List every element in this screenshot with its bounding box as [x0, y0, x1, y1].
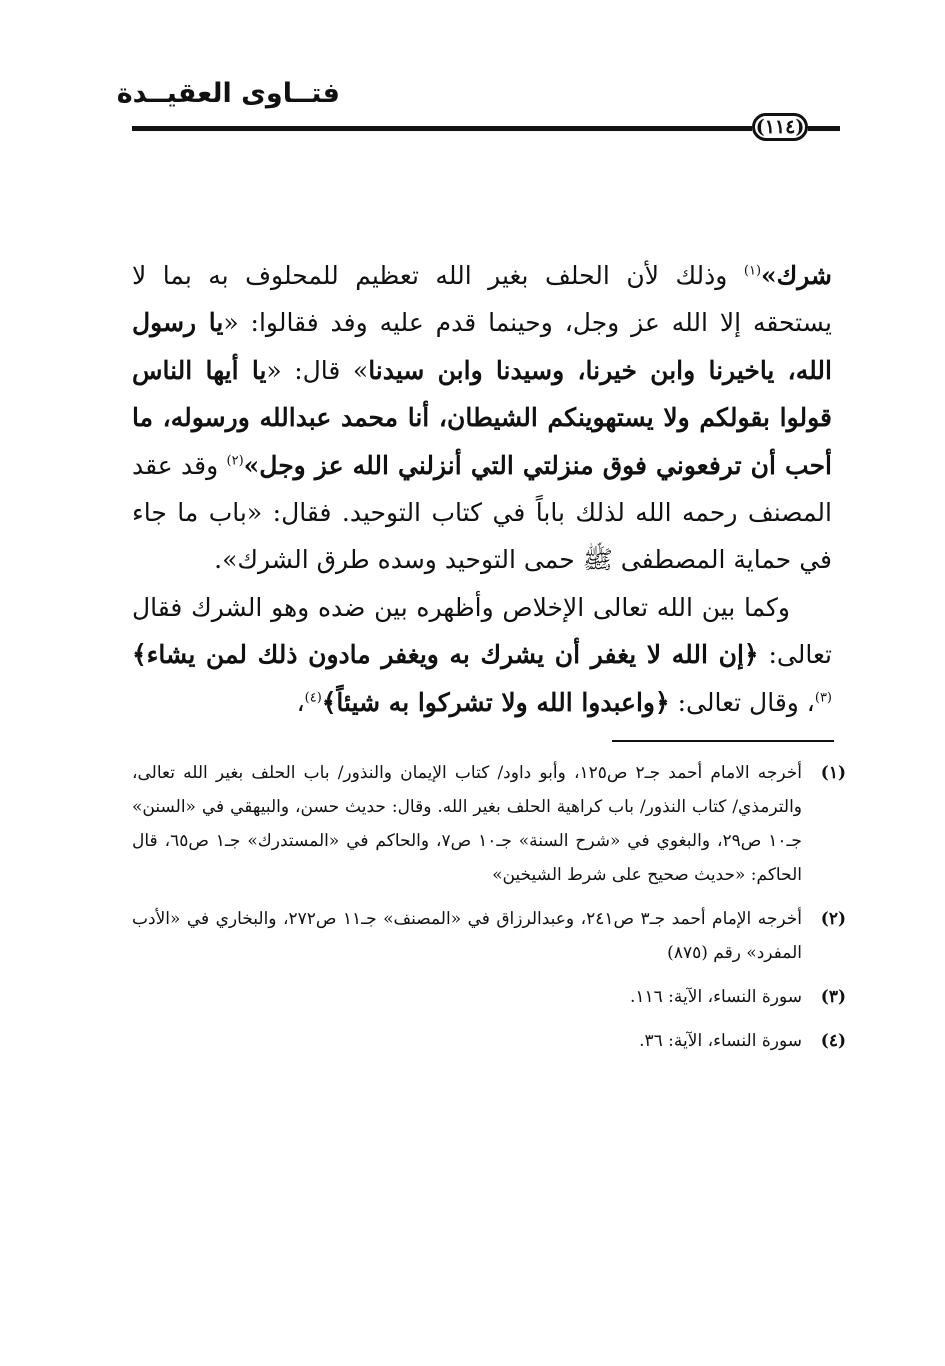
footnote-ref: (١): [743, 263, 762, 279]
footnote: [132, 756, 854, 892]
running-title: فتــاوى العقيــدة: [116, 78, 340, 109]
header-rule-right: [808, 126, 840, 131]
footnote-ref: (٢): [226, 453, 244, 469]
header-rule: [132, 126, 752, 131]
footnote-number: (٣): [820, 987, 846, 1007]
quran-verse: ﴿إن الله لا يغفر أن يشرك به ويغفر مادون ذلك لمن يشاء﴾: [132, 640, 759, 670]
text-run: ،: [296, 687, 305, 717]
footnote-ref: (٣): [814, 690, 832, 706]
footnote: [132, 1024, 854, 1058]
text-run: شرك»: [761, 261, 832, 290]
footnote-number: (٤): [820, 1031, 846, 1051]
footnotes: [132, 756, 854, 1068]
quote-text: يا رسول الله، ياخيرنا وابن خيرنا، وسيدنا وابن سيدنا: [132, 308, 832, 385]
paragraph-1: [132, 252, 832, 584]
text-run: وذلك لأن الحلف بغير الله تعظيم للمحلوف به بما لا يستحقه إلا الله عز وجل، وحينما قدم عليه وفد فقالوا: «: [132, 261, 832, 338]
footnote-separator: [612, 740, 834, 742]
body-text: [132, 252, 832, 726]
footnote-ref: (٤): [304, 690, 322, 706]
text-run: وكما بين الله تعالى الإخلاص وأظهره بين ضده وهو الشرك فقال تعالى:: [132, 592, 832, 670]
footnote-text: أخرجه الامام أحمد جـ٢ ص١٢٥، وأبو داود/ كتاب الإيمان والنذور/ باب الحلف بغير الله تعالى، والترمذي/ كتاب النذور/ باب كراهية الحلف بغير الله. وقال: حديث حسن، والبيهقي في «السنن» جـ١٠ ص٢٩، والبغوي في «شرح السنة» جـ١٠ ص٧، والحاكم في «المستدرك» جـ١ ص٦٥، قال الحاكم: «حديث صحيح على شرط الشيخين»: [132, 763, 802, 885]
hadith-text: يا أيها الناس قولوا بقولكم ولا يستهوينكم الشيطان، أنا محمد عبدالله ورسوله، ما أحب أن ترفعوني فوق منزلتي التي أنزلني الله عز وجل: [132, 355, 832, 480]
text-run: »: [243, 450, 260, 480]
text-run: » قال: «: [266, 355, 369, 385]
paragraph-2: [132, 584, 832, 726]
footnote-text: سورة النساء، الآية: ١١٦.: [629, 987, 802, 1007]
quran-verse: ﴿واعبدوا الله ولا تشركوا به شيئاً﴾: [321, 687, 670, 717]
footnote-text: سورة النساء، الآية: ٣٦.: [639, 1031, 802, 1051]
text-run: ، وقال تعالى:: [669, 687, 815, 717]
footnote-number: (٢): [820, 909, 846, 929]
footnote: [132, 980, 854, 1014]
footnote: [132, 902, 854, 970]
page-number: (١١٤): [752, 113, 808, 141]
footnote-number: (١): [820, 763, 846, 783]
footnote-text: أخرجه الإمام أحمد جـ٣ ص٢٤١، وعبدالرزاق في «المصنف» جـ١١ ص٢٧٢، والبخاري في «الأدب المفرد» رقم (٨٧٥): [132, 909, 802, 963]
text-run: وقد عقد المصنف رحمه الله لذلك باباً في كتاب التوحيد. فقال: «باب ما جاء في حماية المصطفى ﷺ حمى التوحيد وسده طرق الشرك».: [132, 450, 832, 575]
